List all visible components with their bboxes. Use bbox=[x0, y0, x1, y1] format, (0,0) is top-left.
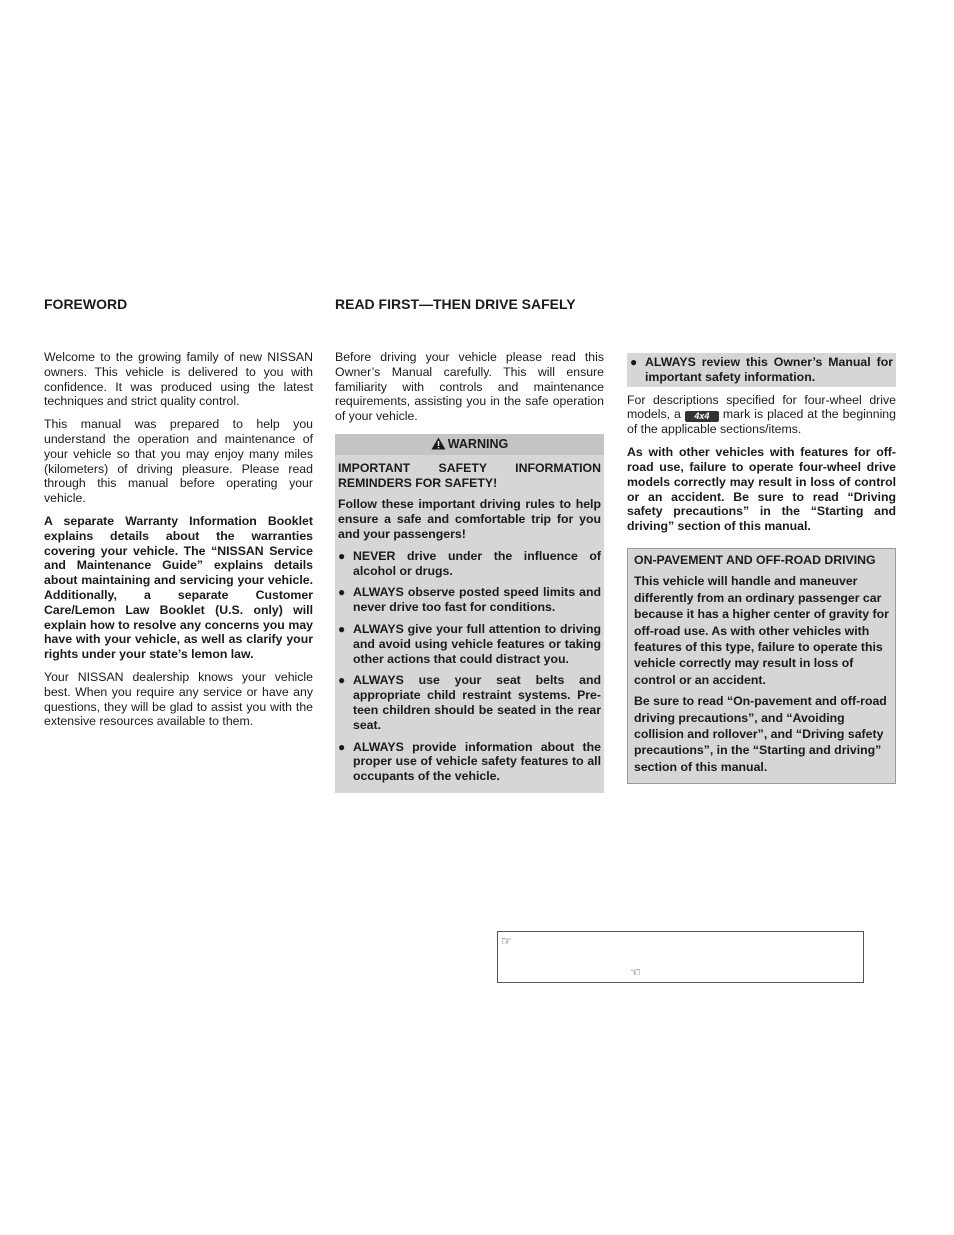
read-first-column bbox=[335, 350, 604, 793]
foreword-paragraph-2: This manual was prepared to help you understand the operation and maintenance of your vehicle so that you may enjoy many miles (kilometers) of driving pleasure. Please read through this manual before operating your vehicle. bbox=[44, 417, 313, 506]
warning-title bbox=[335, 434, 604, 455]
off-road-box-paragraph-1: This vehicle will handle and maneuver differently from an ordinary passenger car because it has a higher center of gravity for off-road use. As with other vehicles with features of this type, failure to operate this vehicle correctly may result in loss of control or an accident. bbox=[634, 574, 889, 687]
review-manual-bullet bbox=[630, 355, 893, 385]
pointing-hand-left-icon: ☜ bbox=[630, 965, 641, 979]
review-manual-text: ALWAYS review this Owner’s Manual for important safety information. bbox=[645, 355, 893, 384]
bullet-dot-icon: ● bbox=[338, 739, 346, 754]
foreword-paragraph-4: Your NISSAN dealership knows your vehicle best. When you require any service or have any questions, they will be glad to assist you with the extensive resources available to them. bbox=[44, 669, 313, 729]
reference-box bbox=[497, 931, 864, 983]
read-first-heading: READ FIRST—THEN DRIVE SAFELY bbox=[335, 296, 576, 312]
four-wheel-drive-description bbox=[627, 393, 896, 438]
warning-bullet-text: ALWAYS provide information about the proper use of vehicle safety features to all occupants of the vehicle. bbox=[353, 739, 601, 784]
warning-triangle-icon bbox=[431, 437, 446, 450]
warning-bullet bbox=[338, 585, 601, 615]
warning-title-text: WARNING bbox=[447, 436, 509, 451]
bullet-dot-icon: ● bbox=[338, 585, 346, 600]
warning-bullet-text: ALWAYS observe posted speed limits and never drive too fast for conditions. bbox=[353, 585, 601, 615]
warning-box bbox=[335, 434, 604, 793]
four-by-four-badge-icon: 4x4 bbox=[685, 411, 719, 422]
read-first-intro: Before driving your vehicle please read this Owner’s Manual carefully. This will ensure familiarity with controls and maintenance requirements, assisting you in the safe operation of your vehicle. bbox=[335, 350, 604, 424]
third-column bbox=[627, 353, 896, 784]
off-road-driving-box bbox=[627, 548, 896, 784]
bullet-dot-icon: ● bbox=[338, 548, 346, 563]
warning-bullet bbox=[338, 549, 601, 579]
off-road-box-paragraph-2: Be sure to read “On-pavement and off-road driving precautions”, and “Avoiding collision and rollover”, and “Driving safety precautions”, in the “Starting and driving” section of this manual. bbox=[634, 694, 887, 774]
bullet-dot-icon: ● bbox=[338, 621, 346, 636]
bullet-dot-icon: ● bbox=[338, 673, 346, 688]
foreword-column bbox=[44, 350, 313, 737]
foreword-paragraph-1: Welcome to the growing family of new NISSAN owners. This vehicle is delivered to you with confidence. It was produced using the latest techniques and strict quality control. bbox=[44, 350, 313, 409]
warning-paragraph-1: IMPORTANT SAFETY INFORMATION REMINDERS FOR SAFETY! bbox=[338, 460, 601, 490]
warning-bullet bbox=[338, 673, 601, 732]
description-text-start: For descriptions specified for four-wheel drive models, a bbox=[627, 392, 896, 422]
foreword-paragraph-3: A separate Warranty Information Booklet explains details about the warranties covering your vehicle. The “NISSAN Service and Maintenance Guide” explains details about maintaining and servicing your vehicle. Additionally, a separate Customer Care/Lemon Law Booklet (U.S. only) will explain how to resolve any concerns you may have with your vehicle, as well as clarify your rights under your state’s lemon law. bbox=[44, 513, 313, 662]
warning-bullet-text: ALWAYS use your seat belts and appropriate child restraint systems. Pre-teen children should be seated in the rear seat. bbox=[353, 673, 601, 732]
foreword-heading: FOREWORD bbox=[44, 296, 128, 312]
warning-bullet-text: NEVER drive under the influence of alcohol or drugs. bbox=[353, 548, 601, 578]
off-road-box-title: ON-PAVEMENT AND OFF-ROAD DRIVING bbox=[634, 552, 876, 567]
description-text-end: mark is placed at the beginning of the applicable sections/items. bbox=[627, 407, 896, 437]
warning-bullet-text: ALWAYS give your full attention to driving and avoid using vehicle features or taking other actions that could distract you. bbox=[353, 621, 601, 666]
warning-bullet bbox=[338, 622, 601, 666]
warning-paragraph-2: Follow these important driving rules to help ensure a safe and comfortable trip for you and your passengers! bbox=[338, 497, 601, 541]
warning-bullet bbox=[338, 740, 601, 784]
review-manual-callout bbox=[627, 353, 896, 387]
bullet-dot-icon: ● bbox=[630, 355, 638, 369]
pointing-hand-right-icon: ☞ bbox=[501, 934, 512, 948]
off-road-caution-paragraph: As with other vehicles with features for off-road use, failure to operate four-wheel drive models correctly may result in loss of control or an accident. Be sure to read “Driving safety precautions” in the “Starting and driving” section of this manual. bbox=[627, 445, 896, 534]
